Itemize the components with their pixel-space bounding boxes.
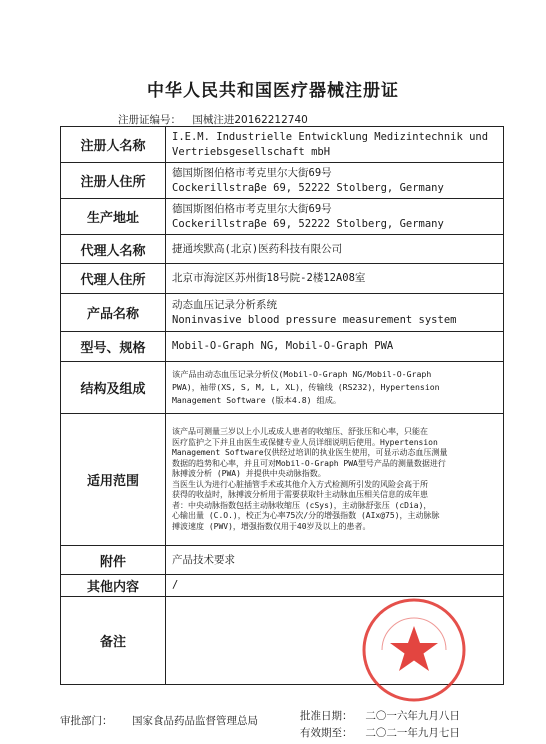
agent-address-line: 北京市海淀区苏州街18号院-2楼12A08室 <box>172 272 366 284</box>
table-row <box>61 199 504 235</box>
row-label: 结构及组成 <box>61 362 166 414</box>
composition-line: 该产品由动态血压记录分析仪(Mobil-O-Graph NG/Mobil-O-Graph <box>172 369 432 379</box>
row-label: 附件 <box>61 546 166 575</box>
table-row <box>61 546 504 575</box>
row-label: 注册人住所 <box>61 163 166 199</box>
product-name-line: 动态血压记录分析系统 <box>172 298 277 311</box>
registrant-address-line: 德国斯图伯格市考克里尔大街69号 <box>172 166 332 179</box>
registrant-name-line: Vertriebsgesellschaft mbH <box>172 145 331 158</box>
official-seal-stamp <box>360 596 468 704</box>
attachment-line: 产品技术要求 <box>172 553 235 566</box>
approval-department <box>60 713 113 728</box>
table-row <box>61 575 504 597</box>
table-row <box>61 163 504 199</box>
table-row <box>61 127 504 163</box>
expiry-date-label: 有效期至： <box>300 727 353 739</box>
row-label: 产品名称 <box>61 294 166 332</box>
table-row <box>61 294 504 332</box>
row-value <box>166 235 504 264</box>
scope-line: 脉搏波分析 (PWA) 并提供中央动脉指数。 <box>172 469 326 478</box>
production-address-line: 德国斯图伯格市考克里尔大街69号 <box>172 202 332 215</box>
row-label: 代理人住所 <box>61 264 166 294</box>
approval-date-row <box>300 708 460 725</box>
row-value <box>166 362 504 414</box>
scope-line: 数据的趋势和心率，并且可对Mobil-O-Graph PWA型号产品的测量数据进行 <box>172 458 446 468</box>
approval-department-name: 国家食品药品监督管理总局 <box>132 715 258 727</box>
registration-number-label: 注册证编号： <box>118 114 181 126</box>
product-name-line: Noninvasive blood pressure measurement system <box>172 313 457 326</box>
row-value <box>166 127 504 163</box>
row-label: 备注 <box>61 597 166 685</box>
table-row <box>61 235 504 264</box>
registration-number-value: 国械注进20162212740 <box>192 114 308 126</box>
composition-line: PWA)，袖带(XS, S, M, L, XL)，传输线 (RS232)，Hypertension <box>172 382 440 392</box>
expiry-date: 二〇二一年九月七日 <box>365 727 460 739</box>
row-value <box>166 414 504 546</box>
registrant-address-line: Cockerillstraβe 69, 52222 Stolberg, Germany <box>172 181 444 194</box>
scope-line: 获得的收益时，脉搏波分析用于需要获取针主动脉血压相关信息的成年患 <box>172 490 428 499</box>
certificate-title: 中华人民共和国医疗器械注册证 <box>147 81 399 101</box>
approval-department-label: 审批部门： <box>60 715 113 727</box>
table-row <box>61 332 504 362</box>
other-content-line: / <box>172 579 179 591</box>
table-row <box>61 264 504 294</box>
row-value <box>166 264 504 294</box>
scope-line: 者：中央动脉指数包括主动脉收缩压 (cSys)，主动脉舒张压 (cDia)， <box>172 500 432 510</box>
row-label: 型号、规格 <box>61 332 166 362</box>
row-label: 适用范围 <box>61 414 166 546</box>
row-value <box>166 332 504 362</box>
scope-line: 该产品可测量三岁以上小儿或成人患者的收缩压、舒张压和心率，只能在 <box>172 427 428 436</box>
scope-line: Management Software仅供经过培训的执业医生使用，可显示动态血压测量 <box>172 448 448 457</box>
expiry-date-row <box>300 725 460 742</box>
row-value <box>166 294 504 332</box>
model-line: Mobil-O-Graph NG, Mobil-O-Graph PWA <box>172 340 394 352</box>
agent-name-line: 捷通埃默高(北京)医药科技有限公司 <box>172 242 343 255</box>
row-value <box>166 163 504 199</box>
scope-line: 医疗监护之下并且由医生或保健专业人员详细说明后使用。Hypertension <box>172 437 438 447</box>
scope-line: 当医生认为进行心脏插管手术或其他介入方式检测所引发的风险会高于所 <box>172 479 428 489</box>
approval-date: 二〇一六年九月八日 <box>365 710 460 722</box>
scope-line: 搏波速度 (PWV)，增强指数仅用于40岁及以上的患者。 <box>172 521 371 531</box>
row-label: 注册人名称 <box>61 127 166 163</box>
row-label: 代理人名称 <box>61 235 166 264</box>
table-row <box>61 362 504 414</box>
row-value <box>166 575 504 597</box>
row-label: 其他内容 <box>61 575 166 597</box>
approval-date-label: 批准日期： <box>300 710 353 722</box>
row-value <box>166 199 504 235</box>
row-value <box>166 546 504 575</box>
table-row <box>61 414 504 546</box>
production-address-line: Cockerillstraβe 69, 52222 Stolberg, Germany <box>172 217 444 230</box>
registration-number <box>118 112 308 127</box>
registrant-name-line: I.E.M. Industrielle Entwicklung Medizintechnik und <box>172 130 489 143</box>
scope-line: 心输出量 (C.O.)，校正为心率75次/分的增强指数 (AIx@75)，主动脉脉 <box>172 511 440 520</box>
dates-block <box>300 708 460 742</box>
composition-line: Management Software (版本4.8) 组成。 <box>172 395 342 405</box>
row-label: 生产地址 <box>61 199 166 235</box>
